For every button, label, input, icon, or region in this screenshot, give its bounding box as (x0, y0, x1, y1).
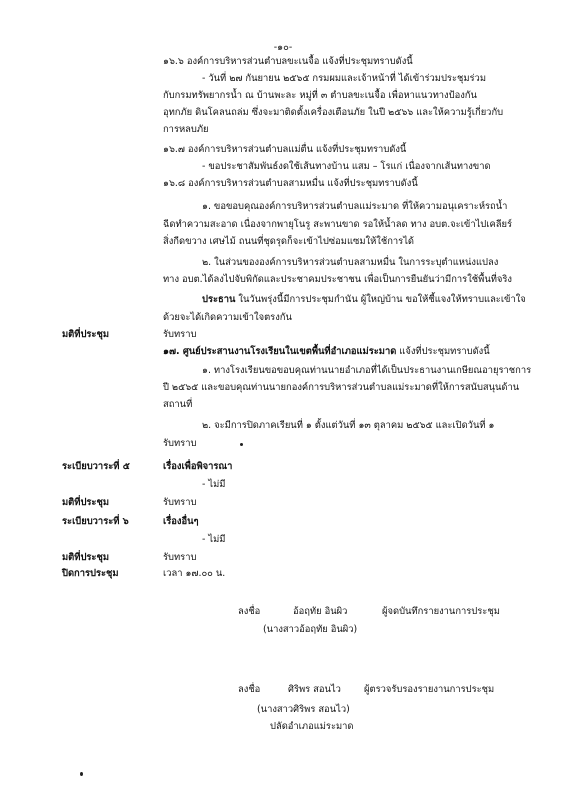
signature1-prefix: ลงชื่อ (238, 606, 261, 617)
closing-label: ปิดการประชุม (62, 568, 119, 579)
org16-6-line-2: กับกรมทรัพยากรน้ำ ณ บ้านพะละ หมู่ที่ ๓ ตำบลขะเนจื้อ เพื่อหาแนวทางป้องกัน (163, 90, 477, 101)
org16-8-line-3: สิ่งกีดขวาง เศษไม้ ถนนที่ชุดรุดก็จะเข้าไปซ่อมแซมให้ใช้การได้ (163, 236, 415, 247)
acknowledged-3: รับทราบ (163, 552, 197, 563)
org16-6-line-1: - วันที่ ๒๗ กันยายน ๒๕๖๕ กรมผมและเจ้าหน้าที่ ได้เข้าร่วมประชุมร่วม (202, 73, 486, 84)
signature2-prefix: ลงชื่อ (238, 684, 261, 695)
org16-8-line-1: ๑. ขอขอบคุณองค์การบริหารส่วนตำบลแม่ระมาด ที่ให้ความอนุเคราะห์รถน้ำ (202, 201, 508, 212)
org16-6-line-3: อุทกภัย ดินโคลนถล่ม ซึ่งจะมาติดตั้งเครื่องเตือนภัย ในปี ๒๕๖๖ และให้ความรู้เกี่ยวกับ (163, 107, 504, 118)
org16-7-line-1: - ขอประชาสัมพันธ์งดใช้เส้นทางบ้าน แสม – โรแก่ เนื่องจากเส้นทางขาด (202, 161, 491, 172)
org16-8-line-2: ฉีดทำความสะอาด เนื่องจากพายุโนรู สะพานขาด รอให้น้ำลด ทาง อบต.จะเข้าไปเคลียร์ (163, 219, 513, 230)
org16-8-line-5: ทาง อบต.ได้ลงไปจับพิกัดและประชาคมประชาชน เพื่อเป็นการยืนยันว่ามีการใช้พื้นที่จริง (163, 274, 513, 285)
acknowledged-2: รับทราบ (163, 497, 197, 508)
signature1-name: อ้อฤทัย อินผิว (293, 606, 348, 617)
item17-line-4: ๒. จะมีการปิดภาคเรียนที่ ๑ ตั้งแต่วันที่ ๑๓ ตุลาคม ๒๕๖๕ และเปิดวันที่ ๑ (202, 420, 495, 431)
chair-label: ประธาน (202, 294, 236, 305)
closing-time: เวลา ๑๗.๐๐ น. (163, 568, 226, 579)
signature2-role: ผู้ตรวจรับรองรายงานการประชุม (364, 684, 495, 695)
signature2-position: ปลัดอำเภอแม่ระมาด (270, 721, 354, 732)
item17-line-1: ๑. ทางโรงเรียนขอขอบคุณท่านนายอำเภอที่ได้เป็นประธานงานเกษียณอายุราชการ (202, 365, 532, 376)
item17-heading-bold: ๑๗. ศูนย์ประสานงานโรงเรียนในเขตพื้นที่อำเภอแม่ระมาด (163, 346, 397, 357)
ink-speck (80, 772, 83, 776)
org16-6-line-4: การหลบภัย (163, 124, 209, 135)
ink-speck (240, 443, 243, 446)
item17-heading (163, 345, 490, 358)
item17-ack: รับทราบ (163, 438, 197, 449)
chair-remark-line-1 (202, 293, 526, 306)
acknowledged-1: รับทราบ (163, 329, 197, 340)
chair-remark-text: ในวันพรุ่งนี้มีการประชุมกำนัน ผู้ใหญ่บ้าน ขอให้ชี้แจงให้ทราบและเข้าใจ (235, 294, 526, 305)
item17-heading-rest: แจ้งที่ประชุมทราบดังนี้ (396, 346, 490, 357)
chair-remark-line-2: ด้วยจะได้เกิดความเข้าใจตรงกัน (163, 312, 292, 323)
signature1-role: ผู้จดบันทึกรายงานการประชุม (382, 606, 500, 617)
item17-line-2: ปี ๒๕๖๕ และขอบคุณท่านนายกองค์การบริหารส่วนตำบลแม่ระมาดที่ให้การสนับสนุนด้าน (163, 382, 520, 393)
item17-line-3: สถานที่ (163, 399, 193, 410)
agenda5-title: เรื่องเพื่อพิจารณา (163, 461, 233, 472)
org16-8-heading: ๑๖.๘ องค์การบริหารส่วนตำบลสามหมื่น แจ้งที่ประชุมทราบดังนี้ (163, 178, 418, 189)
agenda6-title: เรื่องอื่นๆ (163, 516, 199, 527)
signature1-full-name: (นางสาวอ้อฤทัย อินผิว) (263, 624, 358, 635)
org16-6-heading: ๑๖.๖ องค์การบริหารส่วนตำบลขะเนจื้อ แจ้งที่ประชุมทราบดังนี้ (163, 56, 413, 67)
resolution-label-1: มติที่ประชุม (62, 329, 110, 340)
org16-7-heading: ๑๖.๗ องค์การบริหารส่วนตำบลแม่ตื่น แจ้งที่ประชุมทราบดังนี้ (163, 144, 407, 155)
resolution-label-2: มติที่ประชุม (62, 497, 110, 508)
signature2-full-name: (นางสาวศิริพร สอนไว) (257, 704, 350, 715)
agenda6-label: ระเบียบวาระที่ ๖ (62, 516, 129, 527)
resolution-label-3: มติที่ประชุม (62, 552, 110, 563)
agenda5-none: - ไม่มี (202, 479, 226, 490)
agenda6-none: - ไม่มี (202, 534, 226, 545)
page-number: -๑๐- (273, 42, 293, 53)
signature2-name: ศิริพร สอนไว (288, 684, 341, 695)
agenda5-label: ระเบียบวาระที่ ๕ (62, 461, 130, 472)
org16-8-line-4: ๒. ในส่วนขององค์การบริหารส่วนตำบลสามหมื่น ในการระบุตำแหน่งแปลง (202, 257, 499, 268)
